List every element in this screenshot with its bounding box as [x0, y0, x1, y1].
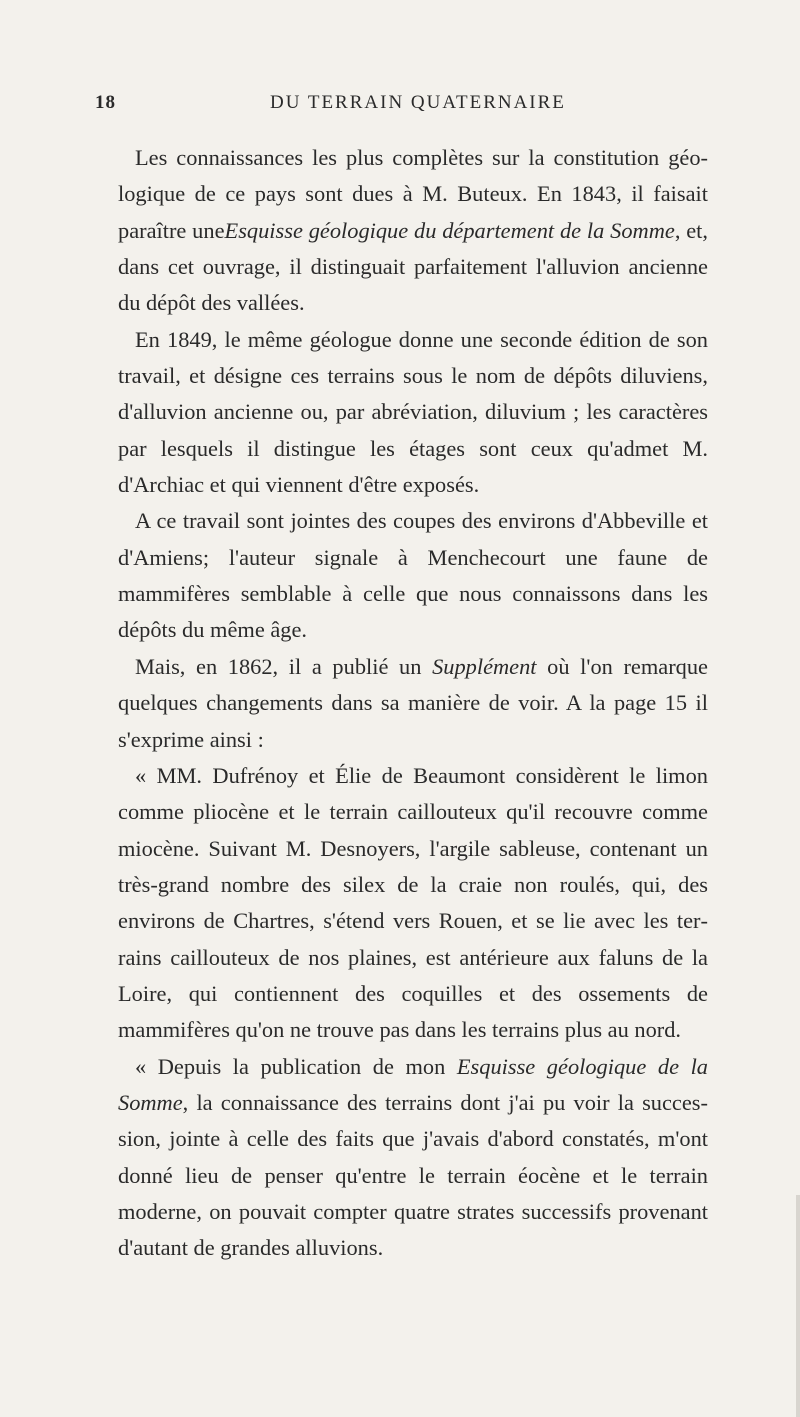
quotation-dufrenoy: « MM. Dufrénoy et Élie de Beaumont considèrent le limon comme pliocène et le terrain caillouteux qu'il recouvre comme miocène. Suivant M. Desnoyers, l'argile sableuse, contenant un très-grand nombre des silex de la craie non roulés, qui, des environs de Chartres, s'étend vers Rouen, et se lie avec les terrains caillouteux de nos plaines, est antérieure aux faluns de la Loire, qui contiennent des coquilles et des ossements de mammifères qu'on ne trouve pas dans les terrains plus au nord.: [118, 762, 708, 1043]
paragraph-supplement-1862: Mais, en 1862, il a publié un Supplément où l'on remarque quelques changements dans sa manière de voir. A la page 15 il s'exprime ainsi :: [118, 653, 708, 752]
work-title-esquisse: Esquisse géologique du département de la Somme: [224, 217, 675, 243]
work-title-esquisse-somme: Esquisse géologique de la Somme: [118, 1053, 708, 1115]
work-title-supplement: Supplément: [432, 653, 537, 679]
paragraph-coupes: A ce travail sont jointes des coupes des environs d'Abbeville et d'Amiens; l'auteur signale à Menchecourt une faune de mammifères semblable à celle que nous connaissons dans les dépôts du même âge.: [118, 508, 708, 643]
paragraph-edition-1849: En 1849, le même géologue donne une seconde édition de son travail, et désigne ces terrains sous le nom de dépôts diluviens, d'alluvion ancienne ou, par abréviation, diluvium ; les caractères par lesquels il distingue les étages sont ceux qu'admet M. d'Archiac et qui viennent d'être exposés.: [118, 326, 708, 498]
paragraph-buteux-1843: Les connaissances les plus complètes sur la constitution géologique de ce pays sont dues à M. Buteux. En 1843, il faisait paraître uneEsquisse géologique du département de la Somme, et, dans cet ouvrage, il distinguait parfaitement l'alluvion ancienne du dépôt des vallées.: [118, 145, 708, 316]
body-text: [118, 140, 708, 1267]
running-head: [95, 92, 705, 122]
page-edge-shadow: [796, 1195, 800, 1417]
quotation-depuis: « Depuis la publication de mon Esquisse géologique de la Somme, la connaissance des terrains dont j'ai pu voir la succession, jointe à celle des faits que j'avais d'abord constatés, m'ont donné lieu de penser qu'entre le terrain éocène et le terrain moderne, on pouvait compter quatre strates successifs provenant d'autant de grandes alluvions.: [118, 1053, 708, 1261]
page-number: 18: [95, 92, 116, 113]
running-title: DU TERRAIN QUATERNAIRE: [270, 92, 566, 113]
